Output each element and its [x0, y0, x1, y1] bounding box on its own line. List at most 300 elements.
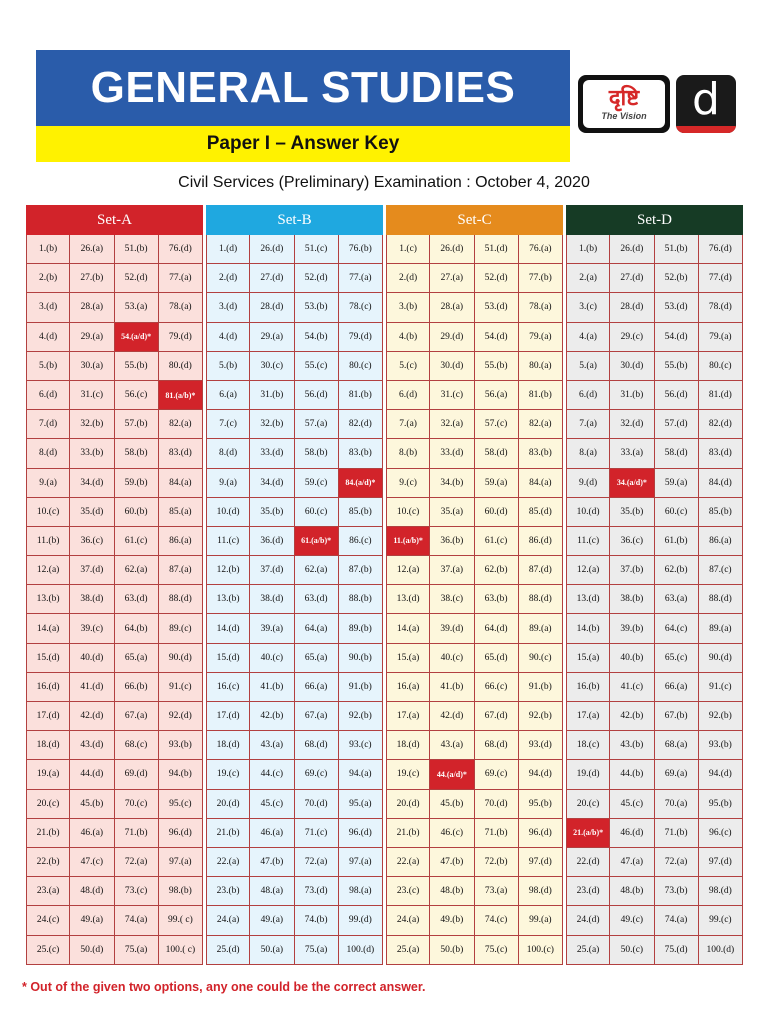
- title-banner: [36, 50, 570, 126]
- answer-cell: 72.(a): [295, 848, 339, 877]
- answer-cell: 17.(a): [386, 702, 430, 731]
- table-row: [26, 585, 746, 614]
- answer-cell: 41.(c): [610, 673, 654, 702]
- answer-cell: 65.(d): [475, 644, 519, 673]
- answer-cell: 65.(c): [655, 644, 699, 673]
- answer-cell: 74.(b): [295, 906, 339, 935]
- answer-cell: 25.(a): [386, 936, 430, 965]
- drishti-app-logo: [676, 75, 736, 133]
- answer-cell: 11.(c): [206, 527, 250, 556]
- answer-cell: 2.(b): [26, 264, 70, 293]
- answer-cell: 55.(c): [295, 352, 339, 381]
- answer-cell: 6.(a): [206, 381, 250, 410]
- answer-cell: 18.(c): [566, 731, 610, 760]
- answer-cell: 11.(a/b)*: [386, 527, 430, 556]
- answer-cell: 68.(d): [295, 731, 339, 760]
- answer-cell: 58.(b): [115, 439, 159, 468]
- answer-cell: 62.(a): [115, 556, 159, 585]
- answer-cell: 48.(d): [70, 877, 114, 906]
- answer-cell: 50.(b): [430, 936, 474, 965]
- answer-cell: 79.(d): [339, 323, 383, 352]
- answer-cell: 5.(c): [386, 352, 430, 381]
- answer-cell: 67.(d): [475, 702, 519, 731]
- answer-cell: 3.(c): [566, 293, 610, 322]
- answer-cell: 49.(c): [610, 906, 654, 935]
- answer-cell: 59.(b): [115, 469, 159, 498]
- answer-cell: 7.(a): [566, 410, 610, 439]
- answer-cell: 75.(c): [475, 936, 519, 965]
- answer-cell: 80.(a): [519, 352, 563, 381]
- answer-cell: 15.(a): [566, 644, 610, 673]
- answer-cell: 86.(d): [519, 527, 563, 556]
- answer-cell: 1.(d): [206, 235, 250, 264]
- answer-cell: 64.(a): [295, 614, 339, 643]
- answer-cell: 68.(d): [475, 731, 519, 760]
- answer-cell: 26.(a): [70, 235, 114, 264]
- answer-cell: 9.(a): [206, 469, 250, 498]
- answer-cell: 46.(c): [430, 819, 474, 848]
- answer-cell: 67.(a): [295, 702, 339, 731]
- answer-cell: 43.(b): [610, 731, 654, 760]
- answer-cell: 10.(c): [26, 498, 70, 527]
- answer-cell: 21.(b): [26, 819, 70, 848]
- answer-cell: 55.(b): [655, 352, 699, 381]
- answer-cell: 87.(c): [699, 556, 743, 585]
- answer-cell: 24.(a): [206, 906, 250, 935]
- answer-cell: 88.(b): [339, 585, 383, 614]
- table-row: [26, 819, 746, 848]
- answer-cell: 6.(d): [566, 381, 610, 410]
- answer-cell: 37.(b): [610, 556, 654, 585]
- answer-cell: 91.(b): [519, 673, 563, 702]
- set-header-row: [26, 205, 746, 235]
- answer-cell: 4.(b): [386, 323, 430, 352]
- answer-cell: 88.(d): [159, 585, 203, 614]
- answer-cell: 26.(d): [610, 235, 654, 264]
- answer-cell: 39.(a): [250, 614, 294, 643]
- answer-cell: 33.(d): [250, 439, 294, 468]
- answer-cell: 69.(c): [295, 760, 339, 789]
- table-row: [26, 235, 746, 264]
- answer-cell: 100.(d): [339, 936, 383, 965]
- answer-cell: 36.(c): [610, 527, 654, 556]
- answer-cell: 94.(a): [339, 760, 383, 789]
- answer-cell: 63.(a): [655, 585, 699, 614]
- answer-cell: 89.(c): [159, 614, 203, 643]
- answer-cell: 47.(a): [610, 848, 654, 877]
- answer-cell: 8.(d): [206, 439, 250, 468]
- answer-cell: 14.(a): [386, 614, 430, 643]
- answer-cell: 72.(b): [475, 848, 519, 877]
- answer-cell: 95.(c): [159, 790, 203, 819]
- answer-cell: 34.(a/d)*: [610, 469, 654, 498]
- answer-cell: 43.(d): [70, 731, 114, 760]
- answer-cell: 6.(d): [386, 381, 430, 410]
- answer-cell: 59.(a): [475, 469, 519, 498]
- answer-cell: 40.(c): [430, 644, 474, 673]
- answer-cell: 45.(b): [70, 790, 114, 819]
- answer-cell: 30.(a): [70, 352, 114, 381]
- answer-cell: 42.(b): [250, 702, 294, 731]
- answer-cell: 90.(d): [699, 644, 743, 673]
- answer-cell: 68.(c): [115, 731, 159, 760]
- answer-cell: 52.(d): [115, 264, 159, 293]
- answer-cell: 65.(a): [115, 644, 159, 673]
- answer-cell: 28.(a): [70, 293, 114, 322]
- answer-cell: 93.(b): [699, 731, 743, 760]
- answer-cell: 90.(b): [339, 644, 383, 673]
- answer-cell: 45.(c): [250, 790, 294, 819]
- answer-cell: 84.(a): [519, 469, 563, 498]
- answer-cell: 21.(b): [206, 819, 250, 848]
- answer-cell: 86.(a): [699, 527, 743, 556]
- answer-cell: 15.(d): [26, 644, 70, 673]
- answer-cell: 62.(a): [295, 556, 339, 585]
- answer-cell: 60.(c): [295, 498, 339, 527]
- answer-cell: 8.(a): [566, 439, 610, 468]
- answer-cell: 80.(c): [699, 352, 743, 381]
- table-row: [26, 760, 746, 789]
- answer-cell: 97.(d): [519, 848, 563, 877]
- answer-cell: 100.(c): [519, 936, 563, 965]
- answer-cell: 12.(b): [206, 556, 250, 585]
- answer-cell: 29.(a): [70, 323, 114, 352]
- answer-cell: 50.(c): [610, 936, 654, 965]
- answer-cell: 4.(a): [566, 323, 610, 352]
- answer-cell: 97.(a): [159, 848, 203, 877]
- answer-cell: 92.(b): [339, 702, 383, 731]
- answer-cell: 78.(a): [519, 293, 563, 322]
- answer-cell: 47.(b): [430, 848, 474, 877]
- answer-cell: 21.(a/b)*: [566, 819, 610, 848]
- paper-subtitle: Paper I – Answer Key: [206, 133, 400, 154]
- table-row: [26, 848, 746, 877]
- answer-cell: 42.(d): [70, 702, 114, 731]
- answer-cell: 92.(d): [159, 702, 203, 731]
- answer-cell: 82.(a): [519, 410, 563, 439]
- answer-cell: 70.(d): [475, 790, 519, 819]
- answer-cell: 89.(b): [339, 614, 383, 643]
- answer-cell: 18.(d): [206, 731, 250, 760]
- answer-cell: 92.(b): [519, 702, 563, 731]
- answer-cell: 23.(d): [566, 877, 610, 906]
- answer-cell: 36.(d): [250, 527, 294, 556]
- answer-cell: 16.(d): [26, 673, 70, 702]
- answer-cell: 42.(d): [430, 702, 474, 731]
- answer-cell: 48.(a): [250, 877, 294, 906]
- answer-cell: 20.(d): [206, 790, 250, 819]
- table-row: [26, 410, 746, 439]
- answer-cell: 95.(b): [699, 790, 743, 819]
- answer-cell: 1.(b): [26, 235, 70, 264]
- answer-cell: 41.(b): [250, 673, 294, 702]
- answer-cell: 46.(a): [250, 819, 294, 848]
- answer-cell: 17.(d): [26, 702, 70, 731]
- answer-cell: 100.(d): [699, 936, 743, 965]
- answer-cell: 98.(a): [339, 877, 383, 906]
- answer-cell: 24.(d): [566, 906, 610, 935]
- answer-cell: 68.(a): [655, 731, 699, 760]
- answer-cell: 19.(a): [26, 760, 70, 789]
- table-row: [26, 527, 746, 556]
- answer-cell: 58.(b): [295, 439, 339, 468]
- answer-cell: 22.(a): [386, 848, 430, 877]
- answer-cell: 60.(b): [115, 498, 159, 527]
- answer-cell: 82.(d): [339, 410, 383, 439]
- answer-cell: 32.(b): [70, 410, 114, 439]
- answer-cell: 84.(a): [159, 469, 203, 498]
- answer-cell: 100.( c): [159, 936, 203, 965]
- answer-cell: 22.(d): [566, 848, 610, 877]
- answer-cell: 89.(a): [519, 614, 563, 643]
- answer-cell: 8.(b): [386, 439, 430, 468]
- answer-cell: 93.(d): [519, 731, 563, 760]
- answer-cell: 56.(d): [295, 381, 339, 410]
- answer-cell: 54.(d): [655, 323, 699, 352]
- answer-cell: 31.(c): [70, 381, 114, 410]
- answer-cell: 46.(d): [610, 819, 654, 848]
- answer-cell: 48.(b): [430, 877, 474, 906]
- answer-cell: 96.(d): [519, 819, 563, 848]
- answer-cell: 72.(a): [655, 848, 699, 877]
- answer-cell: 13.(d): [386, 585, 430, 614]
- answer-cell: 52.(b): [655, 264, 699, 293]
- answer-cell: 77.(b): [519, 264, 563, 293]
- drishti-logo: [578, 75, 670, 133]
- answer-cell: 14.(b): [566, 614, 610, 643]
- set-header-a: Set-A: [26, 205, 203, 235]
- answer-cell: 58.(d): [475, 439, 519, 468]
- answer-cell: 58.(d): [655, 439, 699, 468]
- answer-cell: 70.(d): [295, 790, 339, 819]
- answer-cell: 53.(a): [115, 293, 159, 322]
- answer-cell: 5.(b): [26, 352, 70, 381]
- answer-cell: 12.(a): [566, 556, 610, 585]
- answer-cell: 29.(a): [250, 323, 294, 352]
- answer-cell: 67.(b): [655, 702, 699, 731]
- table-row: [26, 439, 746, 468]
- table-row: [26, 469, 746, 498]
- answer-cell: 99.(d): [339, 906, 383, 935]
- answer-cell: 43.(a): [430, 731, 474, 760]
- answer-cell: 24.(c): [26, 906, 70, 935]
- answer-cell: 16.(b): [566, 673, 610, 702]
- answer-cell: 27.(a): [430, 264, 474, 293]
- answer-cell: 21.(b): [386, 819, 430, 848]
- answer-cell: 15.(a): [386, 644, 430, 673]
- answer-cell: 15.(d): [206, 644, 250, 673]
- answer-cell: 19.(d): [566, 760, 610, 789]
- answer-cell: 88.(d): [519, 585, 563, 614]
- table-row: [26, 556, 746, 585]
- answer-cell: 78.(d): [699, 293, 743, 322]
- answer-cell: 9.(a): [26, 469, 70, 498]
- answer-cell: 35.(b): [610, 498, 654, 527]
- answer-cell: 75.(a): [295, 936, 339, 965]
- answer-cell: 27.(b): [70, 264, 114, 293]
- answer-cell: 11.(b): [26, 527, 70, 556]
- answer-cell: 48.(b): [610, 877, 654, 906]
- answer-cell: 71.(b): [115, 819, 159, 848]
- answer-cell: 78.(c): [339, 293, 383, 322]
- answer-cell: 74.(a): [655, 906, 699, 935]
- answer-cell: 81.(d): [699, 381, 743, 410]
- answer-cell: 3.(d): [206, 293, 250, 322]
- answer-cell: 23.(c): [386, 877, 430, 906]
- answer-cell: 79.(a): [519, 323, 563, 352]
- answer-cell: 7.(d): [26, 410, 70, 439]
- answer-cell: 37.(a): [430, 556, 474, 585]
- answer-cell: 39.(d): [430, 614, 474, 643]
- answer-cell: 96.(d): [339, 819, 383, 848]
- table-row: [26, 352, 746, 381]
- answer-cell: 49.(b): [430, 906, 474, 935]
- answer-cell: 40.(b): [610, 644, 654, 673]
- answer-cell: 5.(b): [206, 352, 250, 381]
- answer-cell: 62.(b): [655, 556, 699, 585]
- answer-cell: 36.(c): [70, 527, 114, 556]
- answer-cell: 56.(d): [655, 381, 699, 410]
- answer-cell: 47.(b): [250, 848, 294, 877]
- answer-cell: 73.(a): [475, 877, 519, 906]
- answer-cell: 20.(d): [386, 790, 430, 819]
- answer-cell: 2.(d): [386, 264, 430, 293]
- answer-cell: 7.(a): [386, 410, 430, 439]
- answer-cell: 25.(d): [206, 936, 250, 965]
- answer-cell: 76.(d): [159, 235, 203, 264]
- answer-cell: 63.(d): [115, 585, 159, 614]
- answer-cell: 39.(c): [70, 614, 114, 643]
- answer-cell: 57.(c): [475, 410, 519, 439]
- answer-cell: 70.(c): [115, 790, 159, 819]
- answer-cell: 2.(a): [566, 264, 610, 293]
- answer-cell: 53.(d): [655, 293, 699, 322]
- answer-cell: 61.(a/b)*: [295, 527, 339, 556]
- answer-cell: 74.(a): [115, 906, 159, 935]
- answer-cell: 93.(c): [339, 731, 383, 760]
- answer-cell: 44.(a/d)*: [430, 760, 474, 789]
- answer-cell: 83.(b): [519, 439, 563, 468]
- answer-cell: 2.(d): [206, 264, 250, 293]
- answer-cell: 40.(c): [250, 644, 294, 673]
- answer-cell: 55.(b): [115, 352, 159, 381]
- table-row: [26, 906, 746, 935]
- answer-cell: 53.(b): [295, 293, 339, 322]
- answer-cell: 40.(d): [70, 644, 114, 673]
- answer-cell: 49.(a): [250, 906, 294, 935]
- answer-cell: 32.(a): [430, 410, 474, 439]
- answer-cell: 63.(d): [295, 585, 339, 614]
- answer-cell: 73.(c): [115, 877, 159, 906]
- answer-cell: 98.(b): [159, 877, 203, 906]
- answer-cell: 80.(d): [159, 352, 203, 381]
- answer-cell: 87.(a): [159, 556, 203, 585]
- answer-cell: 4.(d): [206, 323, 250, 352]
- table-row: [26, 877, 746, 906]
- answer-cell: 25.(a): [566, 936, 610, 965]
- exam-line: Civil Services (Preliminary) Examination : October 4, 2020: [178, 174, 590, 191]
- table-row: [26, 790, 746, 819]
- answer-cell: 71.(b): [655, 819, 699, 848]
- answer-cell: 4.(d): [26, 323, 70, 352]
- drishti-logo-hindi: दृष्टि: [608, 85, 640, 111]
- answer-cell: 54.(a/d)*: [115, 323, 159, 352]
- answer-cell: 69.(c): [475, 760, 519, 789]
- answer-cell: 19.(c): [206, 760, 250, 789]
- drishti-logo-tagline: The Vision: [601, 110, 647, 121]
- answer-cell: 29.(c): [610, 323, 654, 352]
- answer-cell: 84.(d): [699, 469, 743, 498]
- answer-cell: 12.(a): [386, 556, 430, 585]
- table-row: [26, 614, 746, 643]
- answer-cell: 59.(a): [655, 469, 699, 498]
- answer-cell: 26.(d): [430, 235, 474, 264]
- answer-cell: 13.(d): [566, 585, 610, 614]
- answer-cell: 80.(c): [339, 352, 383, 381]
- answer-cell: 90.(d): [159, 644, 203, 673]
- answer-cell: 85.(d): [519, 498, 563, 527]
- answer-cell: 30.(c): [250, 352, 294, 381]
- answer-cell: 69.(a): [655, 760, 699, 789]
- answer-cell: 24.(a): [386, 906, 430, 935]
- answer-cell: 45.(b): [430, 790, 474, 819]
- answer-cell: 83.(d): [699, 439, 743, 468]
- answer-cell: 76.(a): [519, 235, 563, 264]
- answer-cell: 75.(d): [655, 936, 699, 965]
- table-row: [26, 293, 746, 322]
- answer-cell: 30.(d): [430, 352, 474, 381]
- answer-cell: 83.(d): [159, 439, 203, 468]
- table-row: [26, 381, 746, 410]
- answer-cell: 61.(c): [115, 527, 159, 556]
- answer-cell: 31.(b): [610, 381, 654, 410]
- answer-cell: 52.(d): [295, 264, 339, 293]
- answer-cell: 1.(c): [386, 235, 430, 264]
- answer-cell: 35.(d): [70, 498, 114, 527]
- answer-cell: 94.(d): [699, 760, 743, 789]
- answer-cell: 33.(d): [430, 439, 474, 468]
- answer-cell: 87.(b): [339, 556, 383, 585]
- answer-cell: 73.(d): [295, 877, 339, 906]
- answer-cell: 92.(b): [699, 702, 743, 731]
- answer-cell: 86.(a): [159, 527, 203, 556]
- answer-cell: 46.(a): [70, 819, 114, 848]
- answer-cell: 94.(d): [519, 760, 563, 789]
- table-row: [26, 936, 746, 965]
- answer-cell: 74.(c): [475, 906, 519, 935]
- answer-cell: 75.(a): [115, 936, 159, 965]
- answer-cell: 61.(b): [655, 527, 699, 556]
- answer-cell: 66.(c): [475, 673, 519, 702]
- answer-cell: 51.(c): [295, 235, 339, 264]
- answer-cell: 44.(b): [610, 760, 654, 789]
- answer-cell: 14.(a): [26, 614, 70, 643]
- answer-cell: 51.(d): [475, 235, 519, 264]
- answer-cell: 53.(d): [475, 293, 519, 322]
- answer-cell: 26.(d): [250, 235, 294, 264]
- answer-cell: 87.(d): [519, 556, 563, 585]
- answer-cell: 84.(a/d)*: [339, 469, 383, 498]
- answer-grid: [26, 235, 746, 965]
- answer-cell: 34.(d): [70, 469, 114, 498]
- answer-cell: 3.(b): [386, 293, 430, 322]
- answer-cell: 32.(b): [250, 410, 294, 439]
- answer-cell: 13.(b): [26, 585, 70, 614]
- table-row: [26, 644, 746, 673]
- answer-cell: 54.(b): [295, 323, 339, 352]
- answer-cell: 36.(b): [430, 527, 474, 556]
- answer-cell: 14.(d): [206, 614, 250, 643]
